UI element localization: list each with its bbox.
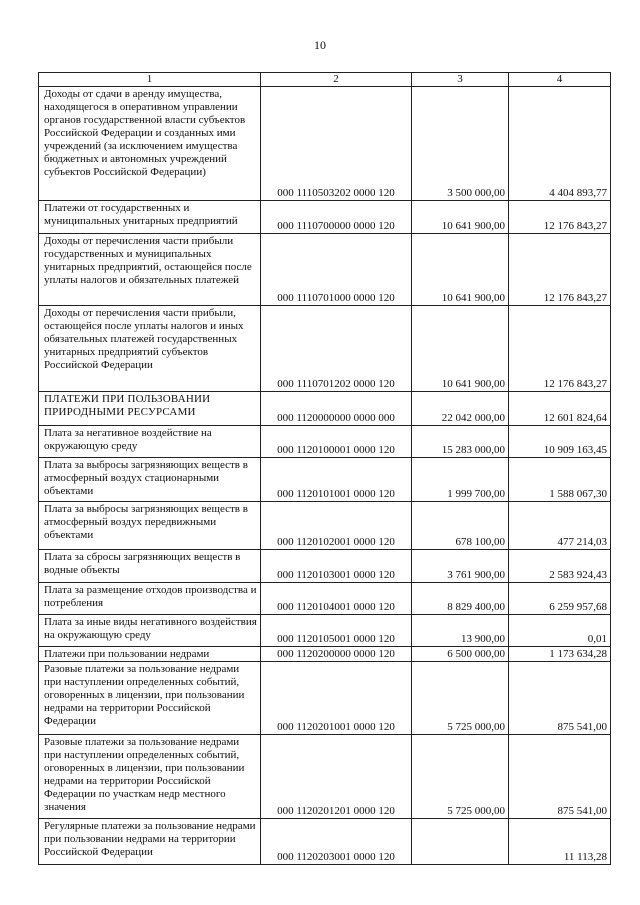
row-name: Регулярные платежи за пользование недрами при пользовании недрами на территории Российской Федерации [39,819,261,865]
row-code: 000 1120000000 0000 000 [261,392,412,426]
row-fact: 12 176 843,27 [509,306,611,392]
row-name: Платежи от государственных и муниципальных унитарных предприятий [39,201,261,234]
row-name: Разовые платежи за пользование недрами при наступлении определенных событий, оговоренных в лицензии, при пользовании недрами на территории Российской Федерации [39,662,261,735]
row-fact: 2 583 924,43 [509,550,611,583]
page-number: 10 [314,38,326,52]
row-name: Плата за негативное воздействие на окружающую среду [39,426,261,458]
row-code: 000 1120102001 0000 120 [261,502,412,550]
header-col-1: 1 [39,73,261,87]
row-plan: 15 283 000,00 [412,426,509,458]
header-col-4: 4 [509,73,611,87]
header-row [39,73,611,87]
row-code: 000 1110503202 0000 120 [261,87,412,201]
row-plan: 6 500 000,00 [412,647,509,662]
row-code: 000 1110700000 0000 120 [261,201,412,234]
row-name: Плата за выбросы загрязняющих веществ в атмосферный воздух передвижными объектами [39,502,261,550]
row-plan: 10 641 900,00 [412,234,509,306]
table-row [39,234,611,306]
row-plan [412,819,509,865]
row-code: 000 1120105001 0000 120 [261,615,412,647]
row-plan: 678 100,00 [412,502,509,550]
table-row [39,819,611,865]
row-code: 000 1110701000 0000 120 [261,234,412,306]
row-fact: 477 214,03 [509,502,611,550]
row-code: 000 1120201201 0000 120 [261,735,412,819]
row-fact: 1 173 634,28 [509,647,611,662]
table-row [39,426,611,458]
table-row [39,201,611,234]
table-row [39,615,611,647]
row-fact: 875 541,00 [509,662,611,735]
row-name: ПЛАТЕЖИ ПРИ ПОЛЬЗОВАНИИ ПРИРОДНЫМИ РЕСУРСАМИ [39,392,261,426]
row-plan: 3 500 000,00 [412,87,509,201]
row-name: Плата за размещение отходов производства и потребления [39,583,261,615]
row-fact: 10 909 163,45 [509,426,611,458]
row-fact: 4 404 893,77 [509,87,611,201]
table-row [39,550,611,583]
header-col-3: 3 [412,73,509,87]
row-fact: 875 541,00 [509,735,611,819]
revenue-table [38,72,611,865]
row-name: Доходы от перечисления части прибыли, остающейся после уплаты налогов и иных обязательных платежей государственных унитарных предприятий субъектов Российской Федерации [39,306,261,392]
row-name: Плата за иные виды негативного воздействия на окружающую среду [39,615,261,647]
row-code: 000 1120101001 0000 120 [261,458,412,502]
row-fact: 6 259 957,68 [509,583,611,615]
table-row [39,502,611,550]
row-fact: 12 176 843,27 [509,234,611,306]
row-code: 000 1110701202 0000 120 [261,306,412,392]
row-code: 000 1120200000 0000 120 [261,647,412,662]
row-name: Плата за выбросы загрязняющих веществ в атмосферный воздух стационарными объектами [39,458,261,502]
row-code: 000 1120104001 0000 120 [261,583,412,615]
row-fact: 12 601 824,64 [509,392,611,426]
row-code: 000 1120103001 0000 120 [261,550,412,583]
table-row [39,392,611,426]
row-plan: 3 761 900,00 [412,550,509,583]
row-fact: 1 588 067,30 [509,458,611,502]
row-plan: 22 042 000,00 [412,392,509,426]
row-code: 000 1120203001 0000 120 [261,819,412,865]
row-name: Доходы от перечисления части прибыли государственных и муниципальных унитарных предприятий, остающейся после уплаты налогов и обязательных платежей [39,234,261,306]
row-plan: 10 641 900,00 [412,201,509,234]
row-name: Разовые платежи за пользование недрами при наступлении определенных событий, оговоренных в лицензии, при пользовании недрами на территории Российской Федерации по участкам недр местного значения [39,735,261,819]
row-plan: 5 725 000,00 [412,735,509,819]
table-row [39,735,611,819]
table-row [39,662,611,735]
row-code: 000 1120201001 0000 120 [261,662,412,735]
row-plan: 8 829 400,00 [412,583,509,615]
table-row [39,87,611,201]
row-code: 000 1120100001 0000 120 [261,426,412,458]
row-plan: 13 900,00 [412,615,509,647]
row-fact: 11 113,28 [509,819,611,865]
row-fact: 12 176 843,27 [509,201,611,234]
header-col-2: 2 [261,73,412,87]
row-plan: 10 641 900,00 [412,306,509,392]
row-plan: 5 725 000,00 [412,662,509,735]
table-row [39,458,611,502]
row-plan: 1 999 700,00 [412,458,509,502]
row-name: Доходы от сдачи в аренду имущества, находящегося в оперативном управлении органов государственной власти субъектов Российской Федерации и созданных ими учреждений (за исключением имущества бюджетных и автономных учреждений субъектов Российской Федерации) [39,87,261,201]
row-name: Платежи при пользовании недрами [39,647,261,662]
table-row [39,583,611,615]
row-name: Плата за сбросы загрязняющих веществ в водные объекты [39,550,261,583]
row-fact: 0,01 [509,615,611,647]
table-row [39,306,611,392]
table-row [39,647,611,662]
